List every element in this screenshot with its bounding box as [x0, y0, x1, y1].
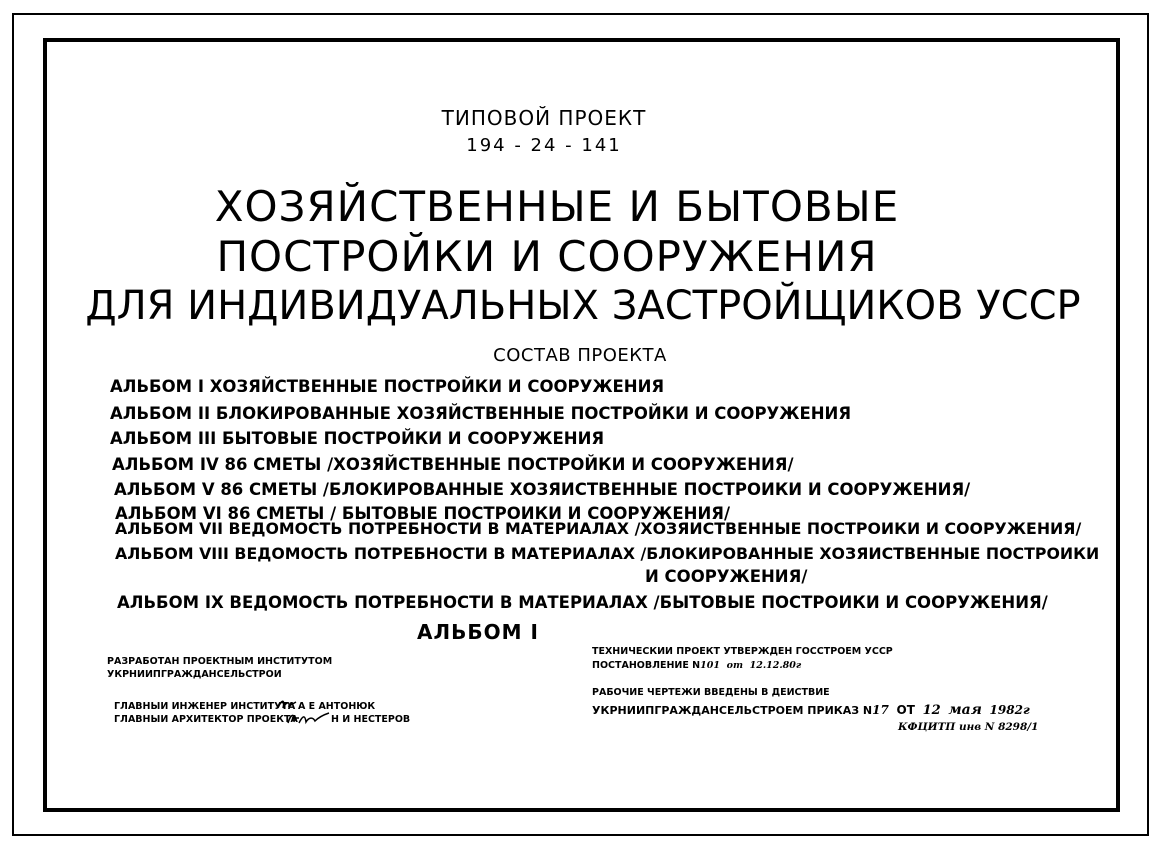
drawings-line-2	[592, 703, 1030, 717]
current-album-label: АЛЬБОМ I	[417, 620, 539, 644]
approval-decree-label: ПОСТАНОВЛЕНИЕ N	[592, 660, 701, 671]
album-list-item: АЛЬБОМ VII ВЕДОМОСТЬ ПОТРЕБНОСТИ В МАТЕРИАЛАХ /ХОЗЯИСТВЕННЫЕ ПОСТРОИКИ И СООРУЖЕНИЯ/	[115, 519, 1082, 538]
architect-signature	[285, 709, 331, 729]
order-number: 17	[872, 703, 889, 717]
developer-line-2: УКРНИИПГРАЖДАНСЕЛЬСТРОИ	[107, 669, 282, 680]
chief-architect-label: ГЛАВНЫИ АРХИТЕКТОР ПРОЕКТА	[114, 714, 298, 725]
project-type-label: ТИПОВОЙ ПРОЕКТ	[441, 106, 647, 130]
order-from: ОТ	[896, 703, 915, 717]
album-list-item: АЛЬБОМ IV 86 СМЕТЫ /ХОЗЯЙСТВЕННЫЕ ПОСТРОЙКИ И СООРУЖЕНИЯ/	[112, 455, 794, 474]
order-year: 1982г	[989, 703, 1030, 717]
album-list-item: АЛЬБОМ VI 86 СМЕТЫ / БЫТОВЫЕ ПОСТРОИКИ И СООРУЖЕНИЯ/	[115, 504, 731, 523]
title-line-2: ПОСТРОЙКИ И СООРУЖЕНИЯ	[216, 232, 878, 281]
album-list-item: АЛЬБОМ V 86 СМЕТЫ /БЛОКИРОВАННЫЕ ХОЗЯИСТВЕННЫЕ ПОСТРОИКИ И СООРУЖЕНИЯ/	[114, 480, 971, 499]
composition-heading: СОСТАВ ПРОЕКТА	[493, 345, 667, 366]
chief-engineer-label: ГЛАВНЫИ ИНЖЕНЕР ИНСТИТУТА	[114, 701, 296, 712]
drawings-line-1: РАБОЧИЕ ЧЕРТЕЖИ ВВЕДЕНЫ В ДЕИСТВИЕ	[592, 687, 830, 698]
chief-engineer-name: А Е АНТОНЮК	[298, 701, 376, 712]
title-line-1: ХОЗЯЙСТВЕННЫЕ И БЫТОВЫЕ	[214, 182, 900, 231]
title-line-3: ДЛЯ ИНДИВИДУАЛЬНЫХ ЗАСТРОЙЩИКОВ УССР	[85, 283, 1081, 329]
approval-from: от	[726, 660, 743, 671]
album-list-item: АЛЬБОМ III БЫТОВЫЕ ПОСТРОЙКИ И СООРУЖЕНИЯ	[110, 429, 605, 448]
approval-number: 101	[700, 660, 720, 671]
approval-line-2	[592, 661, 801, 671]
album-list-item: АЛЬБОМ II БЛОКИРОВАННЫЕ ХОЗЯЙСТВЕННЫЕ ПОСТРОЙКИ И СООРУЖЕНИЯ	[110, 404, 852, 423]
order-month: мая	[948, 702, 982, 718]
project-number: 194 - 24 - 141	[466, 135, 622, 156]
order-day: 12	[922, 703, 941, 718]
order-label: УКРНИИПГРАЖДАНСЕЛЬСТРОЕМ ПРИКАЗ N	[592, 704, 873, 717]
approval-date: 12.12.80г	[749, 660, 802, 671]
album-list-item: АЛЬБОМ I ХОЗЯЙСТВЕННЫЕ ПОСТРОЙКИ И СООРУЖЕНИЯ	[110, 377, 665, 396]
approval-line-1: ТЕХНИЧЕСКИИ ПРОЕКТ УТВЕРЖДЕН ГОССТРОЕМ УССР	[592, 646, 893, 657]
developer-line-1: РАЗРАБОТАН ПРОЕКТНЫМ ИНСТИТУТОМ	[107, 656, 333, 667]
chief-architect-name: Н И НЕСТЕРОВ	[331, 714, 411, 725]
album-list-item-continuation: И СООРУЖЕНИЯ/	[645, 567, 808, 586]
album-list-item: АЛЬБОМ IX ВЕДОМОСТЬ ПОТРЕБНОСТИ В МАТЕРИАЛАХ /БЫТОВЫЕ ПОСТРОИКИ И СООРУЖЕНИЯ/	[117, 593, 1048, 612]
album-list-item: АЛЬБОМ VIII ВЕДОМОСТЬ ПОТРЕБНОСТИ В МАТЕРИАЛАХ /БЛОКИРОВАННЫЕ ХОЗЯИСТВЕННЫЕ ПОСТРОИКИ	[115, 544, 1100, 563]
registry-number: КФЦИТП инв N 8298/1	[898, 721, 1039, 733]
